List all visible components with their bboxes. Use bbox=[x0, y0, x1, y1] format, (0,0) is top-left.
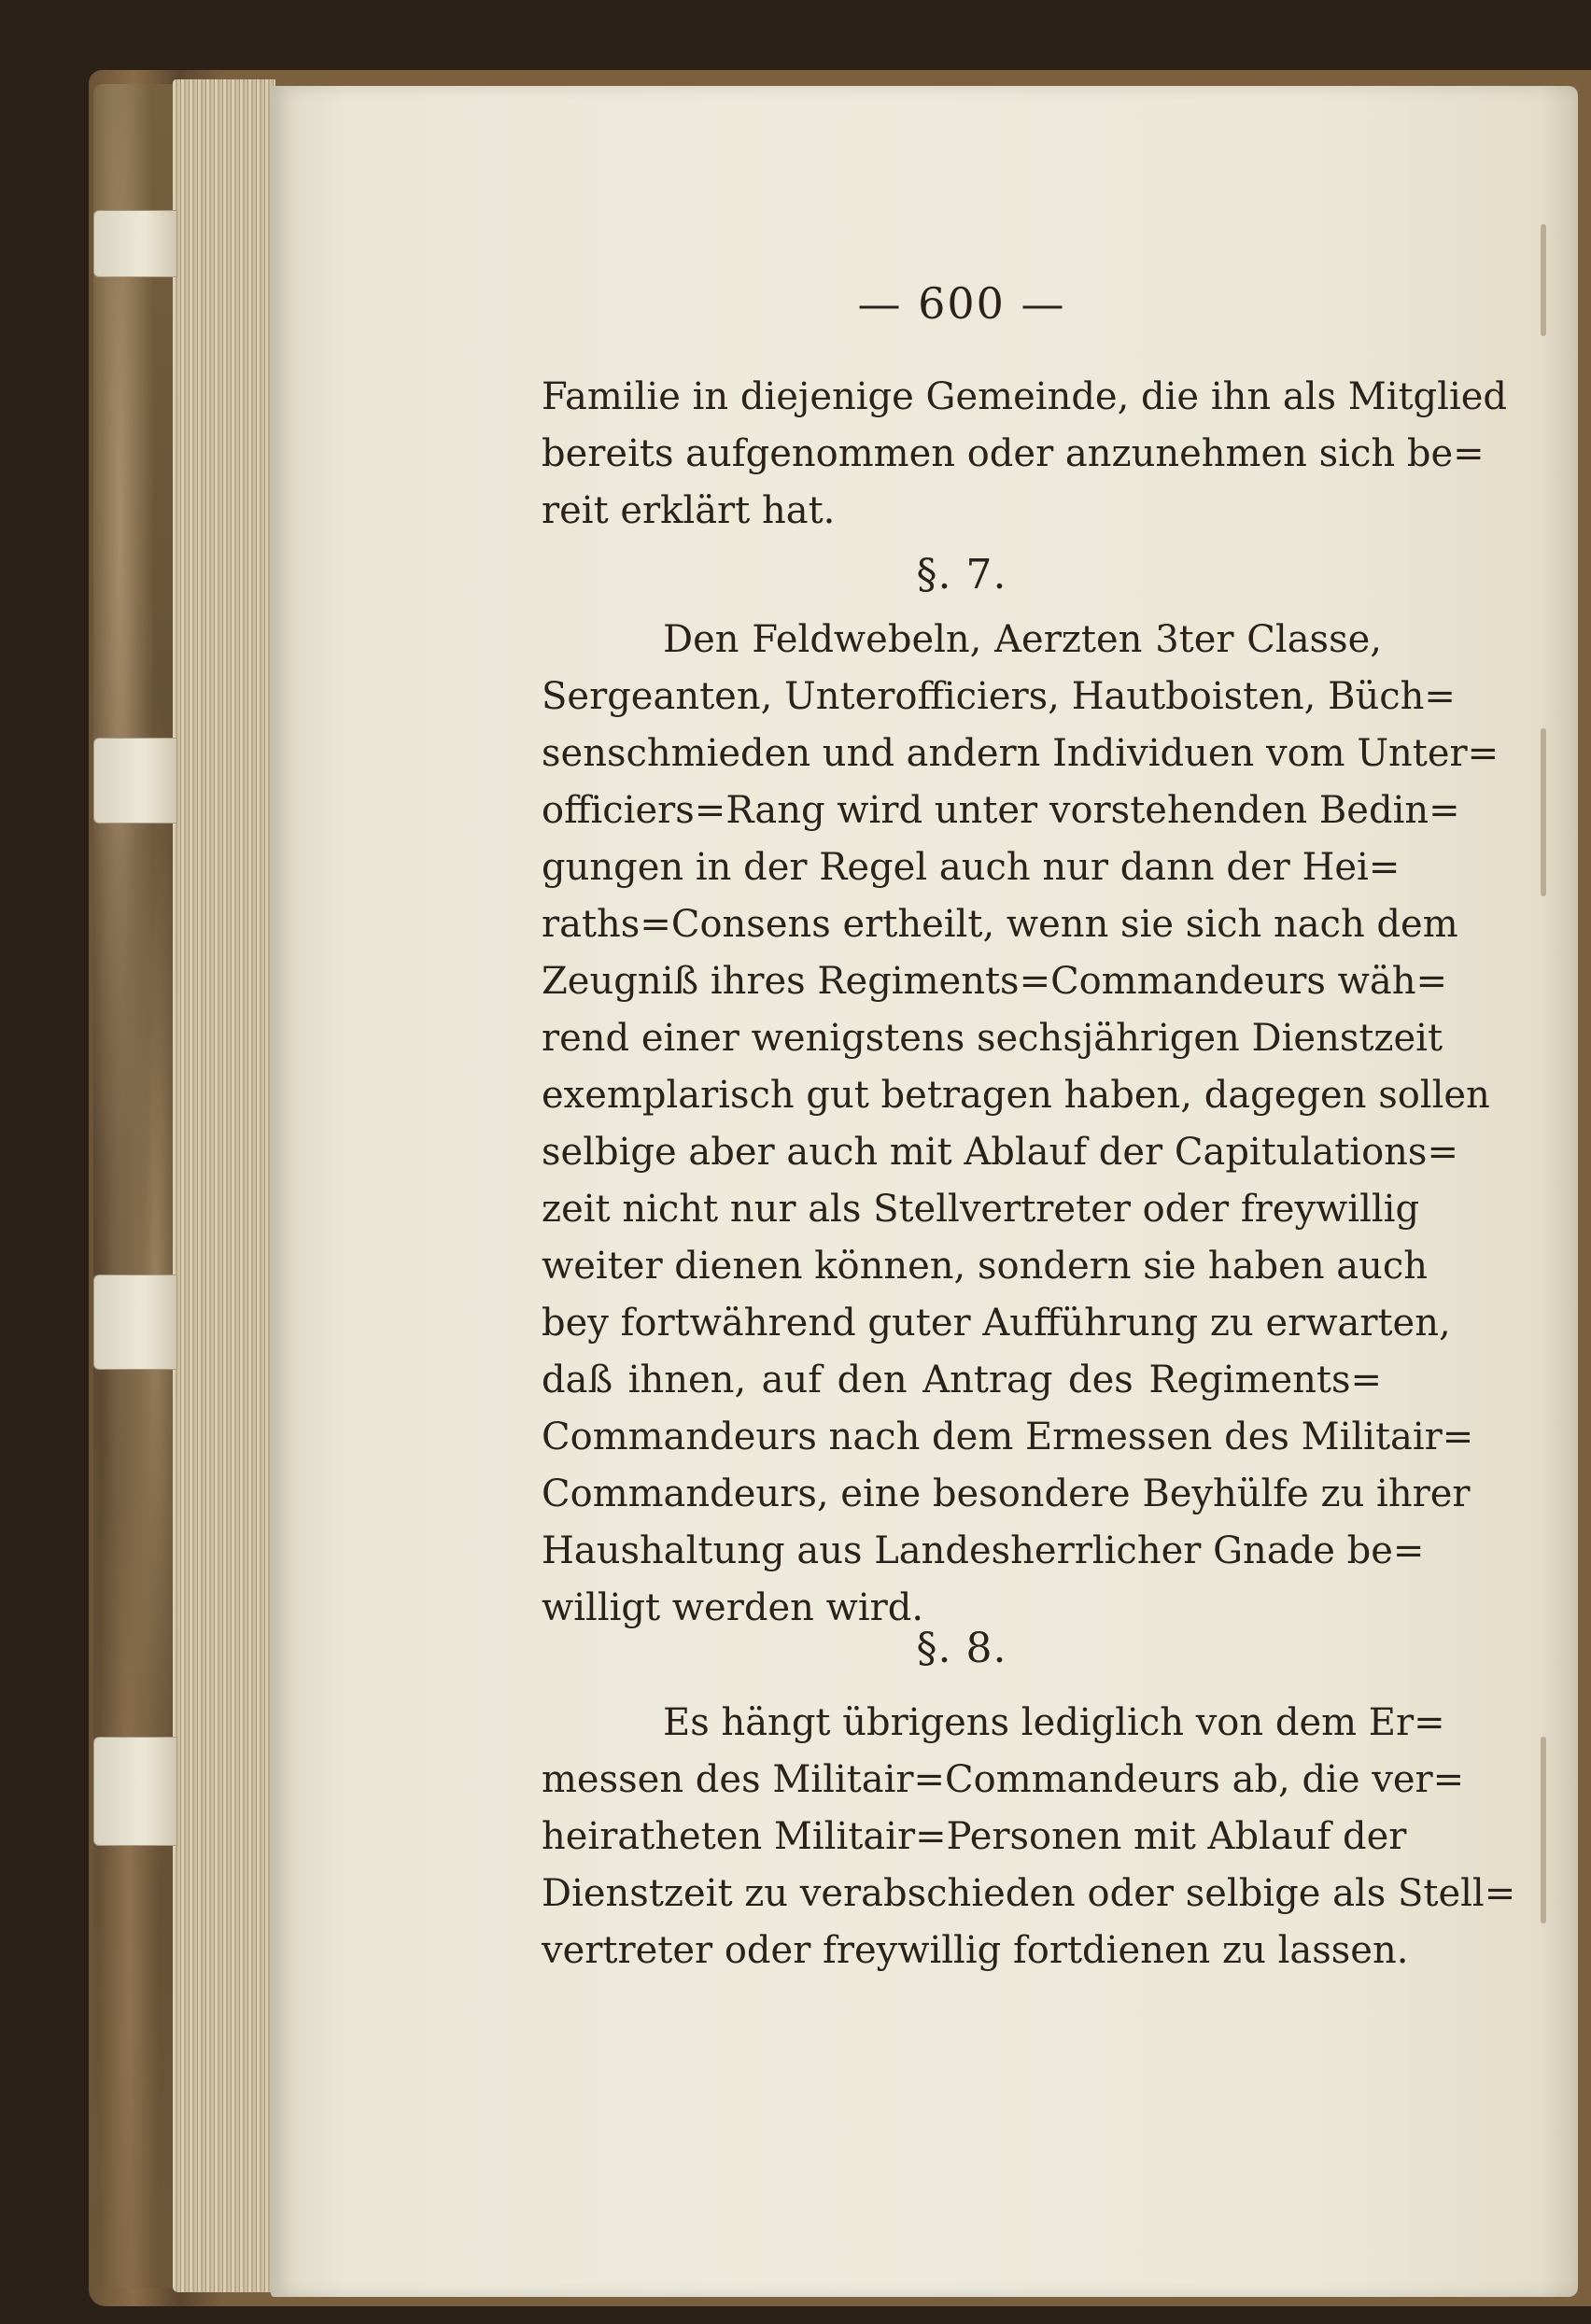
page-number: — 600 — bbox=[857, 278, 1066, 329]
text-line: reit erklärt hat. bbox=[542, 489, 836, 532]
text-line: willigt werden wird. bbox=[542, 1586, 924, 1629]
page-tab-2 bbox=[93, 738, 177, 824]
binding-stitch-2 bbox=[1541, 728, 1546, 896]
text-line: senschmieden und andern Individuen vom Unter= bbox=[542, 732, 1499, 775]
text-line: Haushaltung aus Landesherrlicher Gnade be= bbox=[542, 1529, 1425, 1572]
page-tab-1 bbox=[93, 210, 177, 277]
section-7-heading: §. 7. bbox=[916, 551, 1007, 599]
intro-paragraph bbox=[542, 369, 1508, 540]
section-8-heading: §. 8. bbox=[916, 1625, 1007, 1672]
text-line: Es hängt übrigens lediglich von dem Er= bbox=[663, 1701, 1445, 1744]
text-line: Dienstzeit zu verabschieden oder selbige als Stell= bbox=[542, 1872, 1516, 1915]
text-line: bereits aufgenommen oder anzunehmen sich be= bbox=[542, 432, 1485, 475]
section-7-paragraph bbox=[542, 612, 1499, 1637]
text-line: raths=Consens ertheilt, wenn sie sich nach dem bbox=[542, 903, 1458, 946]
text-line: Commandeurs nach dem Ermessen des Militair= bbox=[542, 1416, 1474, 1458]
text-line: weiter dienen können, sondern sie haben auch bbox=[542, 1245, 1429, 1288]
text-line: heiratheten Militair=Personen mit Ablauf der bbox=[542, 1815, 1407, 1858]
page-tab-3 bbox=[93, 1275, 177, 1370]
text-line: Den Feldwebeln, Aerzten 3ter Classe, bbox=[663, 618, 1382, 661]
text-line: vertreter oder freywillig fortdienen zu lassen. bbox=[542, 1929, 1409, 1972]
binding-stitch-3 bbox=[1541, 1737, 1546, 1923]
text-line: officiers=Rang wird unter vorstehenden Bedin= bbox=[542, 789, 1460, 832]
text-line: selbige aber auch mit Ablauf der Capitulations= bbox=[542, 1131, 1458, 1174]
text-line: Commandeurs, eine besondere Beyhülfe zu ihrer bbox=[542, 1472, 1471, 1515]
page-tab-4 bbox=[93, 1737, 177, 1846]
text-line: bey fortwährend guter Aufführung zu erwarten, bbox=[542, 1302, 1451, 1345]
page-fold-shadow bbox=[1541, 86, 1578, 2297]
text-line: gungen in der Regel auch nur dann der Hei= bbox=[542, 846, 1401, 889]
text-line: daß ihnen, auf den Antrag des Regiments= bbox=[542, 1359, 1382, 1401]
marbled-cover-edge bbox=[93, 84, 182, 2288]
page-edges bbox=[173, 79, 275, 2292]
binding-stitch-1 bbox=[1541, 224, 1546, 336]
text-line: Sergeanten, Unterofficiers, Hautboisten, Büch= bbox=[542, 675, 1456, 718]
text-line: exemplarisch gut betragen haben, dagegen sollen bbox=[542, 1074, 1490, 1117]
text-line: Zeugniß ihres Regiments=Commandeurs wäh= bbox=[542, 960, 1447, 1003]
text-line: Familie in diejenige Gemeinde, die ihn als Mitglied bbox=[542, 375, 1508, 418]
text-line: rend einer wenigstens sechsjährigen Dienstzeit bbox=[542, 1017, 1443, 1060]
text-line: zeit nicht nur als Stellvertreter oder freywillig bbox=[542, 1188, 1420, 1231]
section-8-paragraph bbox=[542, 1695, 1516, 1979]
text-line: messen des Militair=Commandeurs ab, die ver= bbox=[542, 1758, 1465, 1801]
